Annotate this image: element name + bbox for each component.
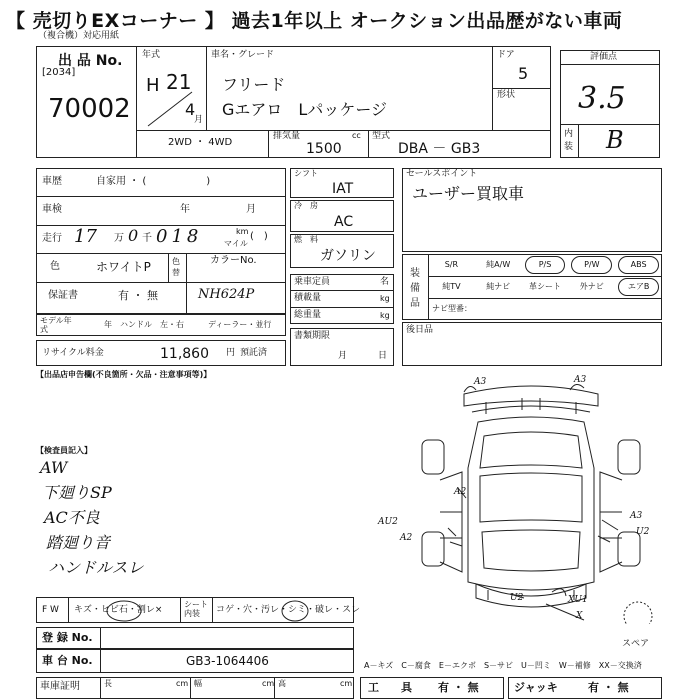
year-era: H <box>146 75 160 96</box>
equipment-label: 装 備 品 <box>410 268 420 309</box>
recycle-value: 11,860 <box>160 346 209 362</box>
load-unit: kg <box>380 294 390 303</box>
chassis-value: GB3-1064406 <box>186 654 269 668</box>
mileage-thousand: 0 <box>128 226 139 245</box>
equipment-row-1 <box>428 254 662 276</box>
equipment-row-2-item: 純ナビ <box>486 282 511 291</box>
model-value: DBA － GB3 <box>398 141 481 157</box>
equipment-row-2-item: 純TV <box>442 282 461 291</box>
equipment-row-1-item: ABS <box>630 260 647 269</box>
inspector-note: 踏廻り音 <box>46 533 111 552</box>
arrival-box <box>402 322 662 366</box>
equipment-row-2 <box>428 276 662 298</box>
inspector-note: ハンドルスレ <box>48 558 144 577</box>
recycle-label: リサイクル料金 <box>42 348 104 358</box>
equipment-row-2-item: 外ナビ <box>579 282 604 291</box>
shape-label: 形状 <box>497 90 516 100</box>
inspector-label: 【検査員記入】 <box>36 446 92 455</box>
equipment-row-1-circle <box>525 256 566 274</box>
month-num: 4 <box>185 100 196 119</box>
diagram-mark: XU1 <box>568 595 588 605</box>
diagram-mark: A3 <box>630 511 643 521</box>
history-label: 車歴 <box>42 176 62 187</box>
diagram-marks <box>378 372 670 624</box>
sales-point-label: セールスポイント <box>406 169 478 179</box>
seat-circle <box>280 599 310 623</box>
equipment-row-2-item: エアB <box>627 282 650 291</box>
color-code-label: カラーNo. <box>210 255 257 266</box>
fuel-label: 燃 料 <box>294 235 318 244</box>
tools-value: 有 ・ 無 <box>438 681 479 694</box>
diagram-mark: AU2 <box>378 517 398 527</box>
diagram-mark: X <box>576 611 583 621</box>
fw-items: キズ・ヒビ石・割レ× <box>74 605 163 615</box>
diagram-mark: A3 <box>474 377 487 387</box>
equipment-row-1-item: 純A/W <box>486 260 511 269</box>
equipment-row-1-circle <box>571 256 612 274</box>
handle: ハンドル 左・右 <box>120 320 184 329</box>
dealer-remarks-label: 【出品店申告欄(不良箇所・欠品・注意事項等)】 <box>36 370 212 379</box>
ac-label: 冷 房 <box>294 201 318 210</box>
year-value: 21 <box>166 70 192 94</box>
model-label: 型式 <box>372 131 391 141</box>
doors-value: 5 <box>518 64 529 83</box>
fuel-value: ガソリン <box>320 248 376 264</box>
cert-long: 長 <box>104 679 112 688</box>
mileage-ten-thousand: 17 <box>74 226 97 247</box>
docs-period-day: 日 <box>378 351 388 361</box>
warranty-label: 保証書 <box>48 290 78 301</box>
mileage-rest: 018 <box>156 226 203 247</box>
shift-label: シフト <box>294 169 318 178</box>
arrival-label: 後日品 <box>406 325 434 335</box>
cert-height: 高 <box>278 679 286 688</box>
inspector-notes <box>40 460 240 590</box>
interior-label: 内 装 <box>564 129 574 152</box>
equipment-row-1-item: P/S <box>538 260 552 269</box>
month-unit: 月 <box>194 115 204 125</box>
displacement-label: 排気量 <box>273 131 301 141</box>
year-label: 年式 <box>142 50 161 60</box>
capacity-label: 乗車定員 <box>294 277 331 287</box>
equipment-row-1-item: P/W <box>584 260 600 269</box>
color-repaint: 色替 <box>172 257 180 277</box>
dealer-import: ディーラー・並行 <box>208 320 272 329</box>
sales-point-box <box>402 168 662 252</box>
inspector-note: AC不良 <box>44 508 100 527</box>
inspection-label: 車検 <box>42 204 62 215</box>
nav-type: ナビ型番： <box>432 304 472 313</box>
displacement-value: 1500 <box>306 141 342 157</box>
fw-label: F W <box>42 605 59 615</box>
doors-label: ドア <box>497 50 515 60</box>
recycle-note: 預託済 <box>240 348 268 358</box>
inspection-year: 年 <box>180 204 190 215</box>
car-grade: Gエアロ Lパッケージ <box>222 100 387 119</box>
recycle-unit: 円 <box>226 348 236 358</box>
seat-items: コゲ・穴・汚レ・シミ・破レ・スレ <box>216 605 361 615</box>
top-banner <box>0 0 700 34</box>
inspection-month: 月 <box>246 204 256 215</box>
mileage-sen: 千 <box>142 233 152 244</box>
car-label: 車名・グレード <box>211 50 275 60</box>
inspector-note: AW <box>40 458 68 477</box>
load-label: 積載量 <box>294 293 322 303</box>
model-year-nen: 年 <box>104 320 112 329</box>
tools-label: 工 具 <box>368 681 412 694</box>
chassis-label: 車 台 No. <box>42 654 93 667</box>
interior-value: B <box>606 126 624 154</box>
score-label: 評価点 <box>590 52 618 62</box>
inspector-note: 下廻りSP <box>42 483 112 502</box>
spare-label: スペア <box>622 639 650 649</box>
equipment-row-2-item: 革シート <box>528 282 561 291</box>
drive: 2WD ・ 4WD <box>168 137 233 148</box>
diagram-mark: A2 <box>400 533 413 543</box>
registration-label: 登 録 No. <box>42 631 93 644</box>
equipment-row-1-circle <box>618 256 659 274</box>
diagram-mark: A2 <box>454 487 467 497</box>
car-name: フリード <box>222 75 286 94</box>
cert-cm-3: cm <box>340 679 353 688</box>
diagram-mark: U2 <box>636 527 650 537</box>
color-value: ホワイトP <box>96 260 151 274</box>
subhead: （複合機）対応用紙 <box>38 31 120 41</box>
color-label: 色 <box>50 261 60 272</box>
cert-cm-2: cm <box>262 679 275 688</box>
model-year-label: モデル年式 <box>40 316 72 334</box>
docs-period-label: 書類期限 <box>294 331 331 341</box>
jack-label: ジャッキ <box>514 681 558 694</box>
cert-width: 幅 <box>194 679 202 688</box>
seat-label: シート内装 <box>184 600 208 618</box>
mileage-man: 万 <box>114 233 124 244</box>
lot-stamp: [2034] <box>42 67 76 78</box>
history-value: 自家用 ・ ( ) <box>96 176 211 187</box>
mileage-label: 走行 <box>42 233 62 244</box>
score-value: 3.5 <box>578 81 626 116</box>
ac-value: AC <box>334 214 354 230</box>
diagram-mark: U2 <box>510 593 524 603</box>
mileage-km: km <box>236 227 249 236</box>
lot-number: 70002 <box>48 94 131 124</box>
diagram-mark: A3 <box>574 375 587 385</box>
equipment-row-1-item: S/R <box>444 260 459 269</box>
fw-circle <box>104 599 144 623</box>
sales-point-value: ユーザー買取車 <box>412 184 525 203</box>
lot-label: 出 品 No. <box>58 53 123 69</box>
docs-period-month: 月 <box>338 351 348 361</box>
mileage-mile: マイル <box>224 239 248 248</box>
shift-value: IAT <box>332 181 354 197</box>
cert-cm-1: cm <box>176 679 189 688</box>
mileage-paren: ( ) <box>250 231 268 242</box>
capacity-unit: 名 <box>380 277 390 287</box>
warranty-value: 有 ・ 無 <box>118 289 158 302</box>
displacement-unit: cc <box>352 131 361 140</box>
jack-value: 有 ・ 無 <box>588 681 629 694</box>
cert-label: 車庫証明 <box>40 681 80 692</box>
color-code: NH624P <box>198 287 255 302</box>
banner-text: 【 売切りEXコーナー 】 過去1年以上 オークション出品歴がない車両 <box>6 10 623 32</box>
gross-unit: kg <box>380 311 390 320</box>
equipment-row-2-circle <box>618 278 659 296</box>
legend: A－キズ C－腐食 E－エクボ S－サビ U－凹ミ W－補修 XX－交換済 <box>364 661 642 670</box>
gross-label: 総重量 <box>294 310 322 320</box>
